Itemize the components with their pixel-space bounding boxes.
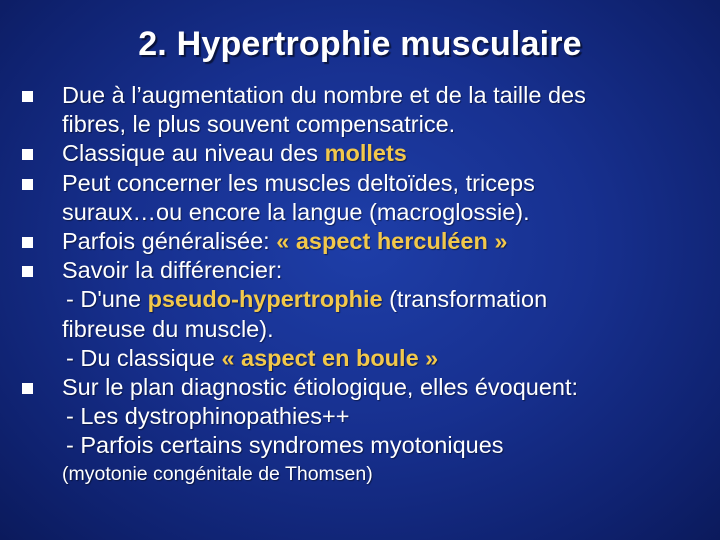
bullet-6-text: Sur le plan diagnostic étiologique, elles évoquent: bbox=[62, 374, 579, 401]
bullet-5-sub-2-highlight: « aspect en boule » bbox=[221, 344, 439, 371]
bullet-2-text: Classique au niveau des bbox=[62, 140, 325, 167]
bullet-5-sub-2-prefix: - Du classique bbox=[66, 344, 222, 371]
bullet-5-sub-1 bbox=[62, 285, 720, 314]
bullet-3-line-2: suraux…ou encore la langue (macroglossie). bbox=[62, 198, 530, 225]
bullet-item-2 bbox=[0, 139, 720, 168]
bullet-item-1 bbox=[0, 81, 720, 139]
bullet-5-sub-2 bbox=[62, 344, 720, 373]
square-bullet-icon bbox=[22, 383, 33, 394]
bullet-5-text: Savoir la différencier: bbox=[62, 257, 283, 284]
slide-title: 2. Hypertrophie musculaire bbox=[138, 25, 582, 63]
bullet-5-sub-1-line-2: fibreuse du muscle). bbox=[62, 315, 274, 342]
bullet-2-highlight: mollets bbox=[324, 140, 407, 167]
square-bullet-icon bbox=[22, 91, 33, 102]
bullet-3-line-1: Peut concerner les muscles deltoïdes, triceps bbox=[62, 169, 535, 196]
square-bullet-icon bbox=[22, 179, 33, 190]
bullet-5-sub-1-highlight: pseudo-hypertrophie bbox=[147, 286, 383, 313]
bullet-5-sub-1-suffix: (transformation bbox=[382, 286, 548, 313]
bullet-item-3 bbox=[0, 169, 720, 227]
square-bullet-icon bbox=[22, 237, 33, 248]
bullet-item-4 bbox=[0, 227, 720, 256]
bullet-item-5 bbox=[0, 256, 720, 373]
square-bullet-icon bbox=[22, 266, 33, 277]
bullet-6-sub-1: - Les dystrophinopathies++ bbox=[66, 403, 350, 430]
bullet-item-6 bbox=[0, 373, 720, 487]
bullet-4-text: Parfois généralisée: bbox=[62, 228, 277, 255]
bullet-1-line-2: fibres, le plus souvent compensatrice. bbox=[62, 111, 456, 138]
bullet-1-line-1: Due à l’augmentation du nombre et de la taille des bbox=[62, 82, 586, 108]
bullet-6-sub-2: - Parfois certains syndromes myotoniques bbox=[66, 432, 504, 459]
bullet-6-note: (myotonie congénitale de Thomsen) bbox=[62, 462, 373, 485]
bullet-5-sub-1-prefix: - D'une bbox=[66, 286, 148, 313]
bullet-4-highlight: « aspect herculéen » bbox=[276, 228, 508, 255]
bullet-list bbox=[0, 81, 720, 487]
square-bullet-icon bbox=[22, 149, 33, 160]
